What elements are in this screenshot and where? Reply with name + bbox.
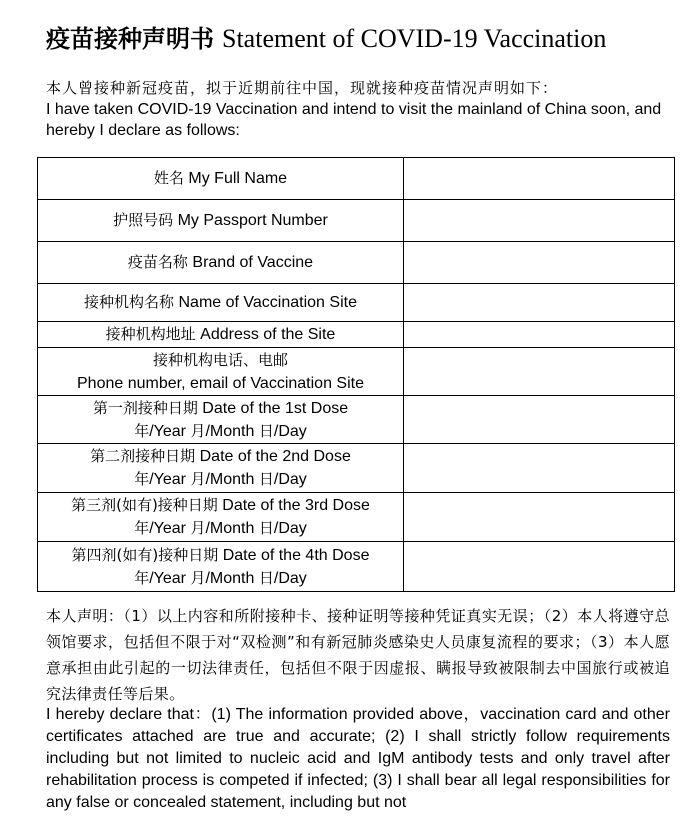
- intro-text: [46, 78, 676, 141]
- table-row: [38, 158, 675, 200]
- date-format-hint: 年/Year 月/Month 日/Day: [134, 519, 307, 537]
- table-row: [38, 322, 675, 348]
- table-row: [38, 542, 675, 592]
- table-row: [38, 284, 675, 322]
- page-title-en: Statement of COVID-19 Vaccination: [222, 24, 607, 53]
- site-contact-field[interactable]: [404, 348, 675, 396]
- table-row: [38, 200, 675, 242]
- field-label-full-name: 姓名 My Full Name: [38, 158, 404, 200]
- field-label-site-contact: 接种机构电话、电邮 Phone number, email of Vaccination Site: [38, 348, 404, 396]
- page-title: [46, 22, 606, 56]
- declaration-en: I hereby declare that：(1) The information provided above，vaccination card and other certificates attached are true and accurate; (2) I shall strictly follow requirements including but not limited to nucleic acid and IgM antibody tests and only travel after rehabilitation process is competed if infected; (3) I shall bear all legal responsibilities for any false or concealed statement, including but not: [46, 706, 670, 811]
- site-address-field[interactable]: [404, 322, 675, 348]
- field-label-dose-2-date: 第二剂接种日期 Date of the 2nd Dose 年/Year 月/Month 日/Day: [38, 444, 404, 493]
- field-label-site-name: 接种机构名称 Name of Vaccination Site: [38, 284, 404, 322]
- date-format-hint: 年/Year 月/Month 日/Day: [134, 421, 307, 440]
- page-title-zh: 疫苗接种声明书: [46, 25, 214, 53]
- dose-2-date-field[interactable]: [404, 444, 675, 493]
- date-format-hint: 年/Year 月/Month 日/Day: [134, 568, 307, 587]
- intro-zh: 本人曾接种新冠疫苗，拟于近期前往中国，现就接种疫苗情况声明如下：: [46, 79, 559, 97]
- table-row: [38, 396, 675, 444]
- declaration-zh: 本人声明：（1）以上内容和所附接种卡、接种证明等接种凭证真实无误；（2）本人将遵守总领馆要求，包括但不限于对“双检测”和有新冠肺炎感染史人员康复流程的要求；（3）本人愿意承担由此引起的一切法律责任，包括但不限于因虚报、瞒报导致被限制去中国旅行或被追究法律责任等后果。: [46, 607, 670, 703]
- field-label-passport-number: 护照号码 My Passport Number: [38, 200, 404, 242]
- field-label-dose-1-date: 第一剂接种日期 Date of the 1st Dose 年/Year 月/Month 日/Day: [38, 396, 404, 444]
- vaccination-form-table: [37, 157, 675, 592]
- table-row: [38, 348, 675, 396]
- field-label-site-address: 接种机构地址 Address of the Site: [38, 322, 404, 348]
- field-label-vaccine-brand: 疫苗名称 Brand of Vaccine: [38, 242, 404, 284]
- passport-number-field[interactable]: [404, 200, 675, 242]
- site-name-field[interactable]: [404, 284, 675, 322]
- vaccine-brand-field[interactable]: [404, 242, 675, 284]
- field-label-dose-3-date: 第三剂(如有)接种日期 Date of the 3rd Dose 年/Year 月/Month 日/Day: [38, 493, 404, 542]
- table-row: [38, 242, 675, 284]
- full-name-field[interactable]: [404, 158, 675, 200]
- dose-3-date-field[interactable]: [404, 493, 675, 542]
- dose-1-date-field[interactable]: [404, 396, 675, 444]
- date-format-hint: 年/Year 月/Month 日/Day: [134, 470, 307, 488]
- table-row: [38, 493, 675, 542]
- table-row: [38, 444, 675, 493]
- intro-en: I have taken COVID-19 Vaccination and intend to visit the mainland of China soon, and hereby I declare as follows:: [46, 101, 662, 139]
- dose-4-date-field[interactable]: [404, 542, 675, 592]
- field-label-dose-4-date: 第四剂(如有)接种日期 Date of the 4th Dose 年/Year 月/Month 日/Day: [38, 542, 404, 592]
